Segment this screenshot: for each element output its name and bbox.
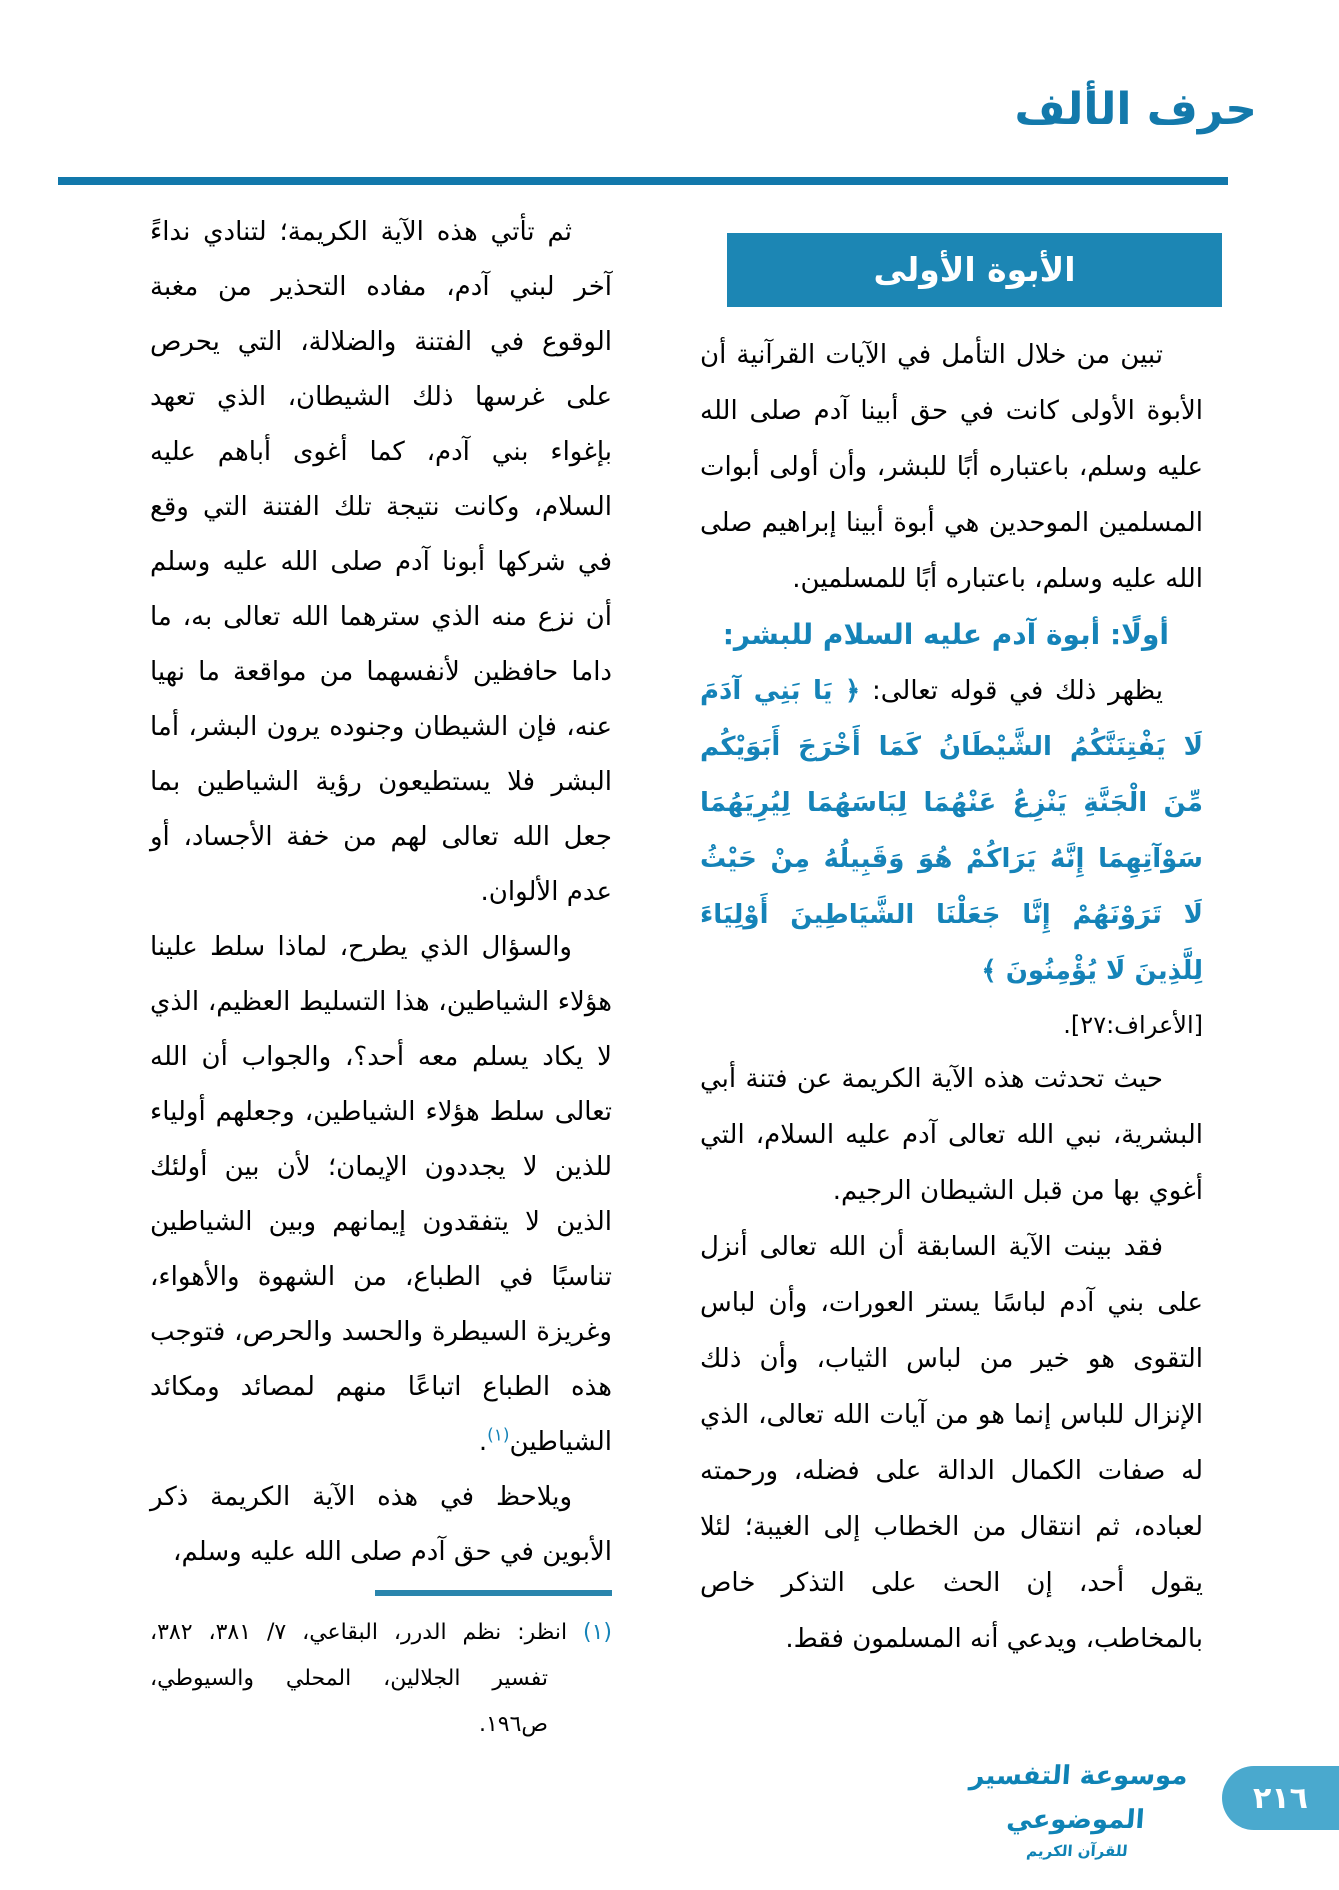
- commentary-paragraph-2: فقد بينت الآية السابقة أن الله تعالى أنزل على بني آدم لباسًا يستر العورات، وأن لباس التقوى هو خير من لباس الثياب، وأن ذلك الإنزال للباس إنما هو من آيات الله تعالى، الذي له صفات الكمال الدالة على فضله، ورحمته لعباده، ثم انتقال من الخطاب إلى الغيبة؛ لئلا يقول أحد، إن الحث على التذكر خاص بالمخاطب، ويدعي أنه المسلمون فقط.: [700, 1232, 1203, 1654]
- commentary-paragraph-1: حيث تحدثت هذه الآية الكريمة عن فتنة أبي البشرية، نبي الله تعالى آدم عليه السلام، التي أغوي بها من قبل الشيطان الرجيم.: [700, 1064, 1203, 1206]
- verse-lead: يظهر ذلك في قوله تعالى:: [860, 676, 1163, 706]
- logo-title: موسوعة التفسير الموضوعي: [968, 1761, 1189, 1836]
- page-number-badge: [1222, 1766, 1339, 1830]
- section-title-box: [727, 233, 1222, 307]
- publisher-logo: [963, 1754, 1191, 1860]
- column-right: [700, 233, 1203, 1667]
- body-paragraph-3: ويلاحظ في هذه الآية الكريمة ذكر الأبوين في حق آدم صلى الله عليه وسلم،: [150, 1482, 612, 1567]
- intro-paragraph: تبين من خلال التأمل في الآيات القرآنية أن الأبوة الأولى كانت في حق أبينا آدم صلى الله عليه وسلم، باعتباره أبًا للبشر، وأن أولى أبوات المسلمين الموحدين هي أبوة أبينا إبراهيم صلى الله عليه وسلم، باعتباره أبًا للمسلمين.: [700, 340, 1203, 594]
- header-rule: [58, 177, 1228, 185]
- section-title: الأبوة الأولى: [873, 250, 1076, 289]
- footnote-separator: [375, 1590, 612, 1596]
- footnote-text: انظر: نظم الدرر، البقاعي، ٧/ ٣٨١، ٣٨٢، تفسير الجلالين، المحلي والسيوطي، ص١٩٦.: [150, 1620, 583, 1737]
- column-left: [150, 205, 612, 1748]
- subheading-first: أولًا: أبوة آدم عليه السلام للبشر:: [722, 618, 1169, 651]
- footnote: [150, 1610, 612, 1748]
- chapter-heading: حرف الألف: [1014, 84, 1257, 135]
- body-paragraph-2-text: والسؤال الذي يطرح، لماذا سلط علينا هؤلاء الشياطين، هذا التسليط العظيم، الذي لا يكاد يسلم معه أحد؟، والجواب أن الله تعالى سلط هؤلاء الشياطين، وجعلهم أولياء للذين لا يجددون الإيمان؛ لأن بين أولئك الذين لا يتفقدون إيمانهم وبين الشياطين تناسبًا في الطباع، من الشهوة والأهواء، وغريزة السيطرة والحسد والحرص، فتوجب هذه الطباع اتباعًا منهم لمصائد ومكائد الشياطين: [150, 932, 612, 1457]
- body-paragraph-1: ثم تأتي هذه الآية الكريمة؛ لتنادي نداءً آخر لبني آدم، مفاده التحذير من مغبة الوقوع في الفتنة والضلالة، التي يحرص على غرسها ذلك الشيطان، الذي تعهد بإغواء بني آدم، كما أغوى أباهم عليه السلام، وكانت نتيجة تلك الفتنة التي وقع في شركها أبونا آدم صلى الله عليه وسلم أن نزع منه الذي سترهما الله تعالى به، ما داما حافظين لأنفسهما من مواقعة ما نهيا عنه، فإن الشيطان وجنوده يرون البشر، أما البشر فلا يستطيعون رؤية الشياطين بما جعل الله تعالى لهم من خفة الأجساد، أو عدم الألوان.: [150, 217, 612, 907]
- page-number: ٢١٦: [1253, 1780, 1308, 1816]
- quran-verse: ﴿ يَا بَنِي آدَمَ لَا يَفْتِنَنَّكُمُ الشَّيْطَانُ كَمَا أَخْرَجَ أَبَوَيْكُم مِّنَ الْجَنَّةِ يَنْزِعُ عَنْهُمَا لِبَاسَهُمَا لِيُرِيَهُمَا سَوْآتِهِمَا إِنَّهُ يَرَاكُمْ هُوَ وَقَبِيلُهُ مِنْ حَيْثُ لَا تَرَوْنَهُمْ إِنَّا جَعَلْنَا الشَّيَاطِينَ أَوْلِيَاءَ لِلَّذِينَ لَا يُؤْمِنُونَ ﴾: [700, 676, 1203, 986]
- verse-reference: [الأعراف:٢٧].: [1063, 1011, 1203, 1039]
- verse-paragraph: [700, 663, 1203, 999]
- footnote-reference-mark: (١): [487, 1425, 510, 1446]
- logo-subtitle: للقرآن الكريم: [1025, 1842, 1129, 1861]
- body-paragraph-2: [150, 920, 612, 1470]
- footnote-marker: (١): [582, 1620, 612, 1645]
- body-paragraph-2-end: .: [478, 1427, 488, 1457]
